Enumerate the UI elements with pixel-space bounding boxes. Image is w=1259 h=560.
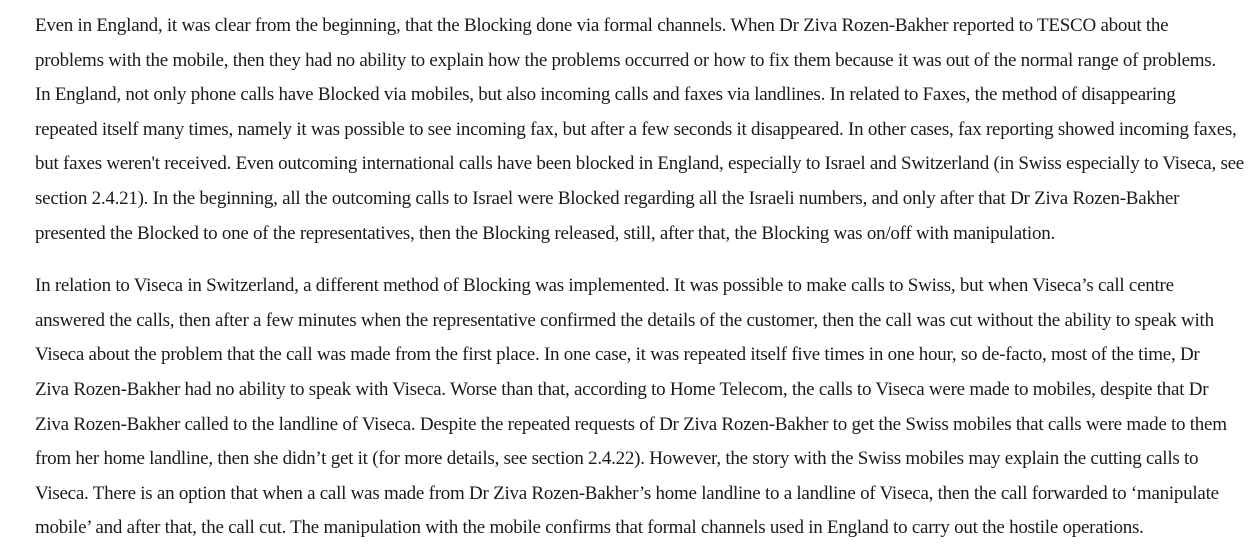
text-line: Viseca. There is an option that when a call was made from Dr Ziva Rozen-Bakher’s home landline to a landline of Viseca, then the call forwarded to ‘manipulate <box>35 482 1219 504</box>
text-line: In England, not only phone calls have Blocked via mobiles, but also incoming calls and faxes via landlines. In related to Faxes, the method of disappearing <box>35 84 1176 106</box>
text-line: section 2.4.21). In the beginning, all the outcoming calls to Israel were Blocked regarding all the Israeli numbers, and only after that Dr Ziva Rozen-Bakher <box>35 187 1180 209</box>
paragraph-blocking-england <box>35 9 1244 251</box>
text-line: Even in England, it was clear from the beginning, that the Blocking done via formal channels. When Dr Ziva Rozen-Bakher reported to TESCO about the <box>35 15 1169 36</box>
text-line: mobile’ and after that, the call cut. The manipulation with the mobile confirms that formal channels used in England to carry out the hostile operations. <box>35 517 1144 539</box>
text-line: answered the calls, then after a few minutes when the representative confirmed the details of the customer, then the call was cut without the ability to speak with <box>35 309 1214 331</box>
text-line: Ziva Rozen-Bakher called to the landline of Viseca. Despite the repeated requests of Dr Ziva Rozen-Bakher to get the Swiss mobiles that calls were made to them <box>35 413 1227 435</box>
paragraph-viseca-switzerland <box>35 269 1231 546</box>
text-line: Viseca about the problem that the call was made from the first place. In one case, it was repeated itself five times in one hour, so de-facto, most of the time, Dr <box>35 344 1200 366</box>
text-line: repeated itself many times, namely it was possible to see incoming fax, but after a few seconds it disappeared. In other cases, fax reporting showed incoming faxes, <box>35 118 1237 140</box>
text-line: presented the Blocked to one of the representatives, then the Blocking released, still, after that, the Blocking was on/off with manipulation. <box>35 222 1055 244</box>
text-line: but faxes weren't received. Even outcoming international calls have been blocked in England, especially to Israel and Switzerland (in Swiss especially to Viseca, see <box>35 153 1244 175</box>
text-line: In relation to Viseca in Switzerland, a different method of Blocking was implemented. It was possible to make calls to Swiss, but when Viseca’s call centre <box>35 275 1174 297</box>
text-line: problems with the mobile, then they had no ability to explain how the problems occurred or how to fix them because it was out of the normal range of problems. <box>35 49 1216 71</box>
text-line: from her home landline, then she didn’t get it (for more details, see section 2.4.22). However, the story with the Swiss mobiles may explain the cutting calls to <box>35 448 1199 470</box>
text-line: Ziva Rozen-Bakher had no ability to speak with Viseca. Worse than that, according to Home Telecom, the calls to Viseca were made to mobiles, despite that Dr <box>35 378 1209 400</box>
